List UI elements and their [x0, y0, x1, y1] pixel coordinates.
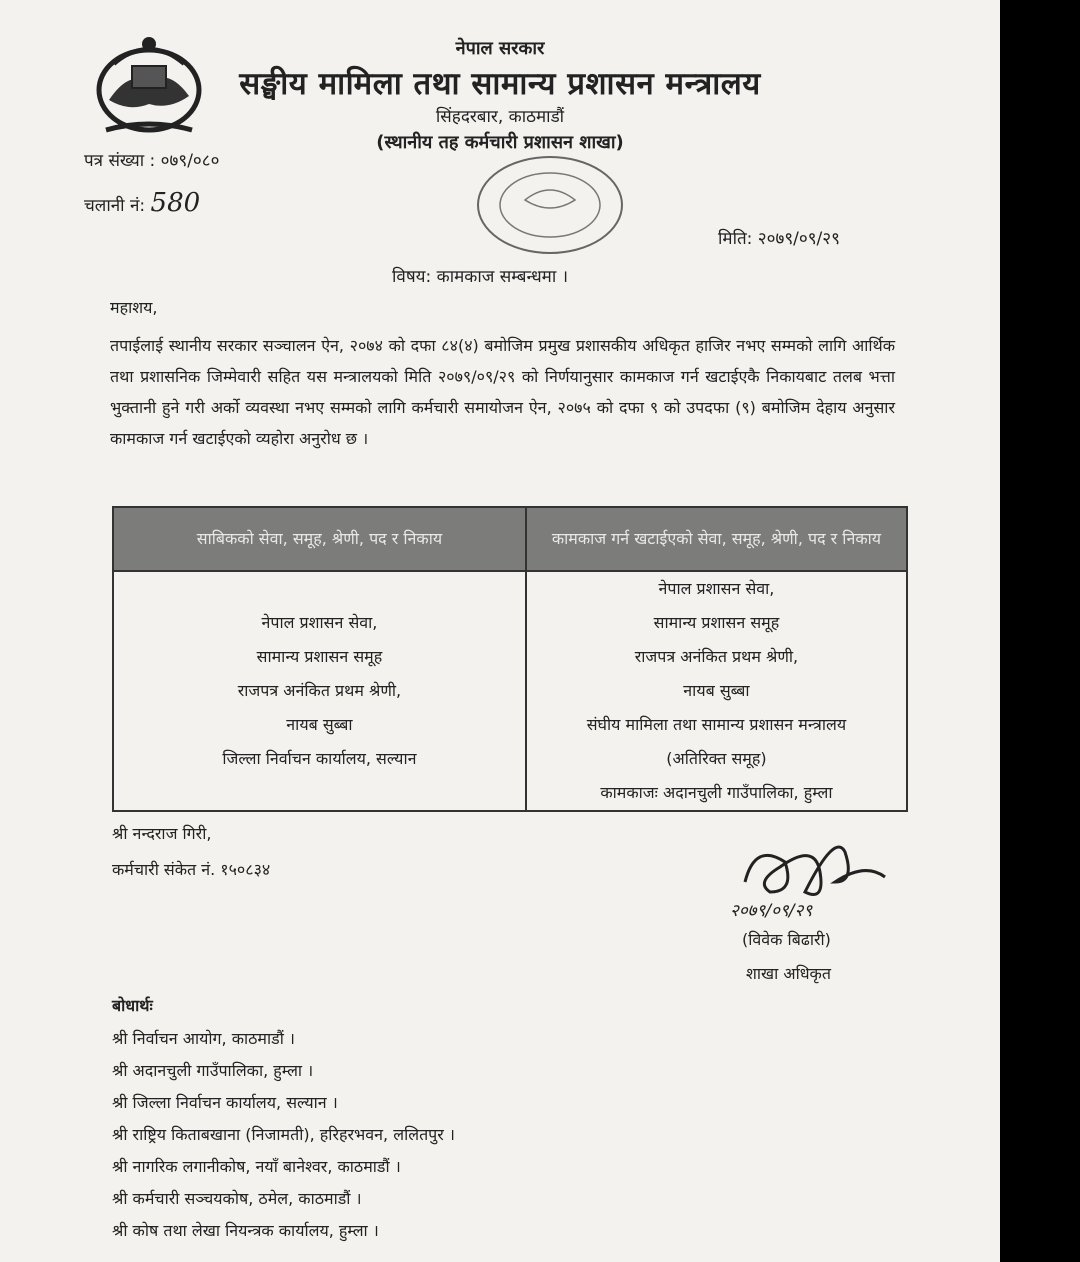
reference-number: पत्र संख्या : ०७९/०८० — [84, 151, 220, 171]
letter-date: मिति: २०७९/०९/२९ — [718, 229, 840, 249]
letter-subject: विषय: कामकाज सम्बन्धमा । — [392, 267, 569, 287]
list-item: श्री नागरिक लगानीकोष, नयाँ बानेश्वर, काठमाडौं । — [112, 1157, 401, 1176]
posting-table — [112, 506, 908, 812]
cc-heading: बोधार्थः — [112, 996, 153, 1015]
previous-line: राजपत्र अनंकित प्रथम श्रेणी, — [237, 681, 402, 700]
assigned-line: राजपत्र अनंकित प्रथम श्रेणी, — [634, 647, 799, 666]
list-item: श्री अदानचुली गाउँपालिका, हुम्ला । — [112, 1061, 314, 1080]
branch-name: (स्थानीय तह कर्मचारी प्रशासन शाखा) — [376, 132, 624, 153]
officer-title: शाखा अधिकृत — [746, 964, 831, 983]
assigned-line: संघीय मामिला तथा सामान्य प्रशासन मन्त्रालय — [586, 715, 847, 734]
letter-body: तपाईलाई स्थानीय सरकार सञ्चालन ऐन, २०७४ को दफा ८४(४) बमोजिम प्रमुख प्रशासकीय अधिकृत हाजिर नभए सम्मको लागि आर्थिक तथा प्रशासनिक जिम्मेवारी सहित यस मन्त्रालयको मिति २०७९/०९/२९ को निर्णयानुसार कामकाज गर्न खटाईएकै निकायबाट तलब भत्ता भुक्तानी हुने गरी अर्को व्यवस्था नभए सम्मको लागि कर्मचारी समायोजन ऐन, २०७५ को दफा ९ को उपदफा (९) बमोजिम देहाय अनुसार कामकाज गर्न खटाईएको व्यहोरा अनुरोध छ । — [110, 336, 895, 448]
cc-list — [112, 1024, 455, 1248]
previous-line: नेपाल प्रशासन सेवा, — [261, 613, 378, 632]
assigned-line: (अतिरिक्त समूह) — [666, 749, 767, 768]
list-item: श्री राष्ट्रिय किताबखाना (निजामती), हरिहरभवन, ललितपुर । — [112, 1125, 455, 1144]
government-name: नेपाल सरकार — [455, 38, 545, 59]
ministry-name: सङ्घीय मामिला तथा सामान्य प्रशासन मन्त्रालय — [239, 66, 761, 102]
chalani-label: चलानी नं: — [84, 196, 146, 216]
chalani-value: 580 — [150, 188, 201, 218]
previous-line: नायब सुब्बा — [286, 715, 353, 734]
assigned-position-cell — [526, 571, 907, 811]
signature-date: २०७९/०९/२९ — [730, 901, 813, 921]
assigned-line: नायब सुब्बा — [683, 681, 750, 700]
previous-position-cell — [113, 571, 526, 811]
office-stamp — [470, 150, 630, 260]
assigned-line: सामान्य प्रशासन समूह — [653, 613, 780, 632]
recipient-name: श्री नन्दराज गिरी, — [112, 824, 212, 843]
assigned-position-header: कामकाज गर्न खटाईएको सेवा, समूह, श्रेणी, पद र निकाय — [526, 507, 907, 571]
salutation: महाशय, — [110, 298, 158, 317]
table-header-row — [113, 507, 907, 571]
employee-code: कर्मचारी संकेत नं. १५०८३४ — [112, 860, 271, 879]
previous-line: जिल्ला निर्वाचन कार्यालय, सल्यान — [222, 749, 417, 768]
ministry-location: सिंहदरबार, काठमाडौं — [435, 107, 565, 127]
list-item: श्री कोष तथा लेखा नियन्त्रक कार्यालय, हुम्ला । — [112, 1221, 379, 1240]
officer-name: (विवेक बिढारी) — [742, 930, 831, 949]
previous-line: सामान्य प्रशासन समूह — [256, 647, 383, 666]
previous-position-header: साबिकको सेवा, समूह, श्रेणी, पद र निकाय — [113, 507, 526, 571]
list-item: श्री निर्वाचन आयोग, काठमाडौं । — [112, 1029, 295, 1048]
assigned-line: कामकाजः अदानचुली गाउँपालिका, हुम्ला — [600, 783, 833, 802]
chalani-number — [84, 188, 200, 218]
assigned-line: नेपाल प्रशासन सेवा, — [658, 579, 775, 598]
list-item: श्री जिल्ला निर्वाचन कार्यालय, सल्यान । — [112, 1093, 338, 1112]
table-row — [113, 571, 907, 811]
list-item: श्री कर्मचारी सञ्चयकोष, ठमेल, काठमाडौं । — [112, 1189, 362, 1208]
